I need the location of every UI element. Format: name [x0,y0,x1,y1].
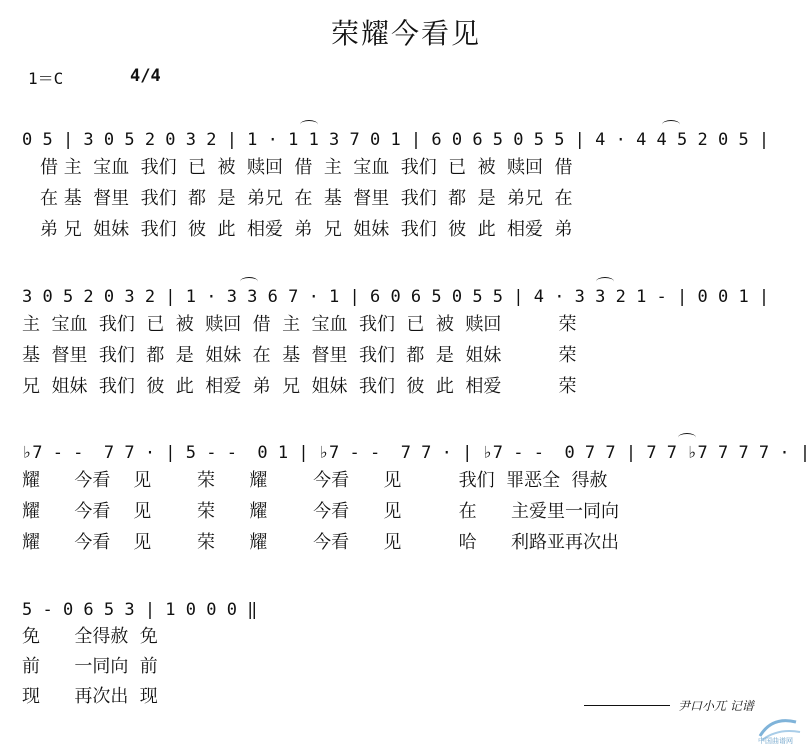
lyric-verse-2: 在 基 督里 我们 都 是 弟兄 在 基 督里 我们 都 是 弟兄 在 [40,188,573,209]
tie-mark [662,120,680,129]
key-signature: 1＝C [28,69,64,88]
notation-line: 0 5 | 3 0 5 2 0 3 2 | 1 · 1 1 3 7 0 1 | 6 0 6 5 0 5 5 | 4 · 4 4 5 2 0 5 | [22,130,770,150]
time-signature: 4/4 [130,66,161,86]
lyric-verse-3: 弟 兄 姐妹 我们 彼 此 相爱 弟 兄 姐妹 我们 彼 此 相爱 弟 [40,219,573,240]
tie-mark [300,120,318,129]
tie-mark [596,277,614,286]
site-logo [756,714,804,744]
song-title: 荣耀今看见 [330,17,481,50]
logo-label: 中国曲谱网 [758,737,793,744]
lyric-verse-3: 现 再次出 现 [22,686,158,707]
notation-line: 5 - 0 6 5 3 | 1 0 0 0 ‖ [22,600,258,620]
lyric-verse-3: 耀 今看 见 荣 耀 今看 见 哈 利路亚再次出 [22,532,619,553]
lyric-verse-2: 基 督里 我们 都 是 姐妹 在 基 督里 我们 都 是 姐妹 荣 [22,345,577,366]
tie-mark [678,433,696,442]
lyric-verse-1: 免 全得赦 免 [22,626,158,647]
lyric-verse-2: 耀 今看 见 荣 耀 今看 见 在 主爱里一同向 [22,501,619,522]
tie-mark [240,277,258,286]
credit-rule [584,705,670,706]
lyric-verse-3: 兄 姐妹 我们 彼 此 相爱 弟 兄 姐妹 我们 彼 此 相爱 荣 [22,376,577,397]
lyric-verse-1: 耀 今看 见 荣 耀 今看 见 我们 罪恶全 得赦 [22,470,608,491]
lyric-verse-2: 前 一同向 前 [22,656,158,677]
transcriber-credit: 尹口小兀 记谱 [678,699,754,713]
notation-line: ♭7 - - 7 7 · | 5 - - 0 1 | ♭7 - - 7 7 · | ♭7 - - 0 7 7 | 7 7 ♭7 7 7 7 · | [22,443,811,463]
lyric-verse-1: 主 宝血 我们 已 被 赎回 借 主 宝血 我们 已 被 赎回 荣 [22,314,577,335]
notation-line: 3 0 5 2 0 3 2 | 1 · 3 3 6 7 · 1 | 6 0 6 5 0 5 5 | 4 · 3 3 2 1 - | 0 0 1 | [22,287,770,307]
lyric-verse-1: 借 主 宝血 我们 已 被 赎回 借 主 宝血 我们 已 被 赎回 借 [40,157,573,178]
